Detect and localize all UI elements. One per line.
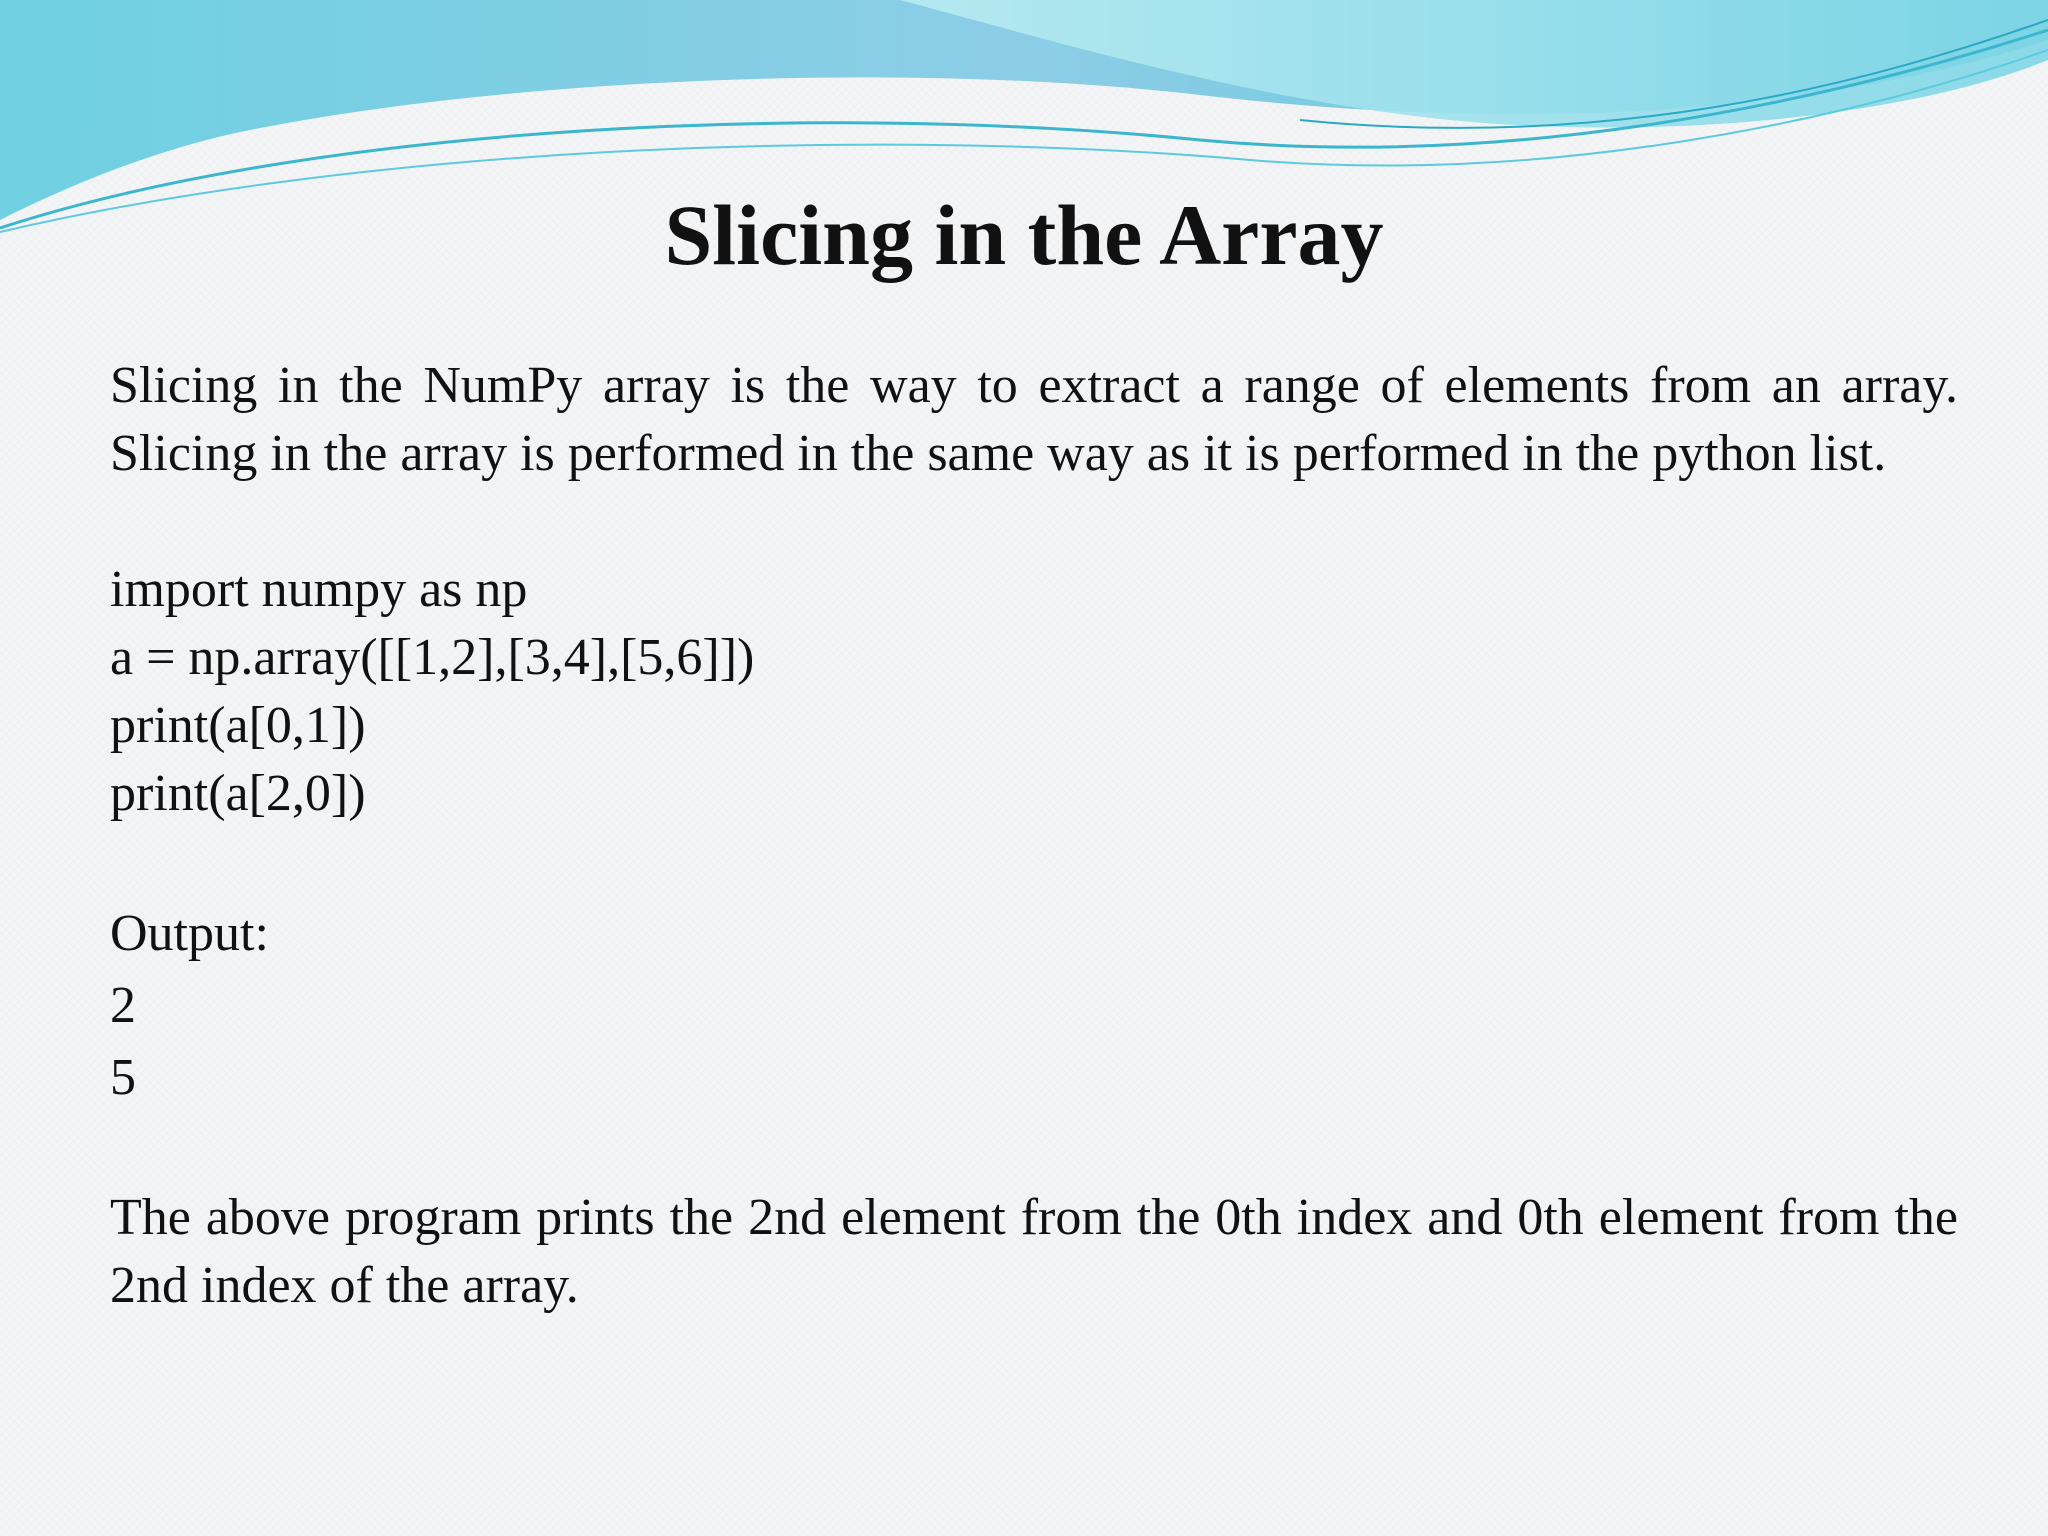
code-line: a = np.array([[1,2],[3,4],[5,6]])	[110, 629, 755, 686]
intro-paragraph: Slicing in the NumPy array is the way to extract a range of elements from an array. Slicing in the array is performed in the same way as it is performed in the python list.	[110, 357, 1958, 482]
code-line: print(a[2,0])	[110, 765, 366, 822]
slide-title: Slicing in the Array	[664, 187, 1384, 283]
code-block	[110, 556, 1958, 828]
code-line: import numpy as np	[110, 561, 528, 618]
explanation-paragraph: The above program prints the 2nd element from the 0th index and 0th element from the 2nd index of the array.	[110, 1189, 1958, 1314]
slide-body	[110, 352, 1958, 1320]
spacer	[110, 1114, 1958, 1184]
output-value: 2	[110, 977, 136, 1034]
output-block	[110, 898, 1958, 1114]
output-value: 5	[110, 1049, 136, 1106]
spacer	[110, 828, 1958, 898]
code-line: print(a[0,1])	[110, 697, 366, 754]
spacer	[110, 488, 1958, 556]
output-label: Output:	[110, 905, 269, 962]
